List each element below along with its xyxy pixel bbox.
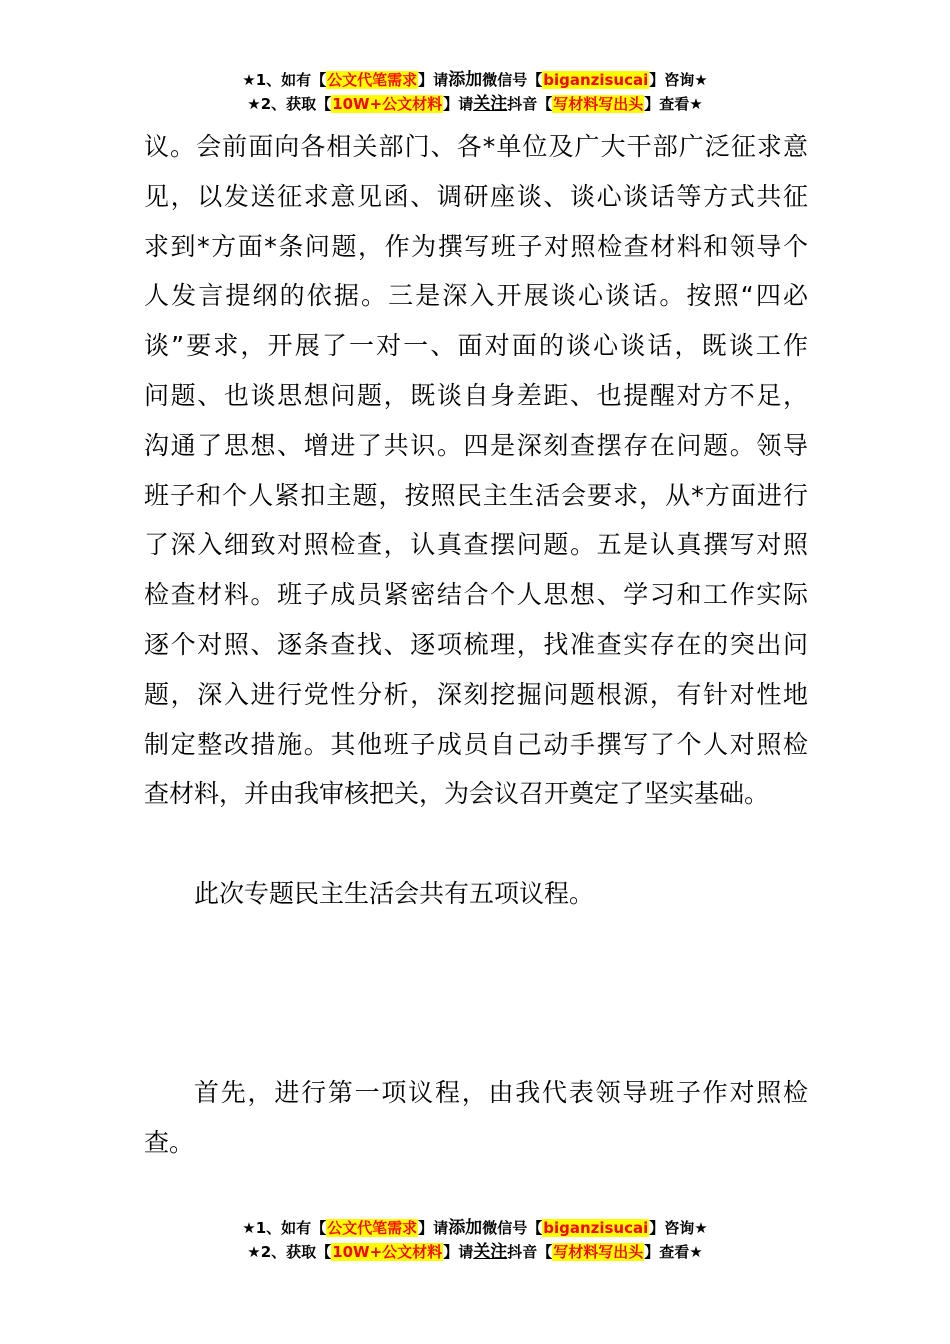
banner-wechat-id: biganzisucai: [543, 71, 649, 89]
text-line: 沟通了思想、增进了共识。四是深刻查摆存在问题。领导: [144, 430, 808, 460]
banner-text: 微信号【: [482, 71, 543, 89]
text-line: 逐个对照、逐条查找、逐项梳理，找准查实存在的突出问: [144, 629, 808, 659]
banner-text: ★2、获取【: [247, 95, 332, 113]
banner-highlight: 写材料写出头: [553, 1243, 644, 1261]
paragraph-spacer: [144, 819, 808, 869]
banner-text: 抖音【: [507, 1243, 553, 1261]
banner-text: 】查看★: [644, 95, 703, 113]
banner-text: 】咨询★: [649, 1219, 708, 1237]
footer-banner: [0, 1216, 950, 1264]
text-line: 班子和个人紧扣主题，按照民主生活会要求，从*方面进行: [144, 480, 808, 510]
banner-text: 】查看★: [644, 1243, 703, 1261]
banner-highlight: 公文代笔需求: [327, 71, 418, 89]
banner-highlight: 10W+公文材料: [332, 95, 443, 113]
banner-text: 】请: [418, 1219, 449, 1237]
banner-line-2: [0, 92, 950, 116]
banner-line-1: [0, 1216, 950, 1240]
paragraph-2: [144, 869, 808, 919]
text-line: 谈”要求，开展了一对一、面对面的谈心谈话，既谈工作: [144, 331, 808, 361]
header-banner: [0, 68, 950, 116]
banner-highlight: 写材料写出头: [553, 95, 644, 113]
banner-text: 微信号【: [482, 1219, 543, 1237]
banner-text: ★2、获取【: [247, 1243, 332, 1261]
banner-text: ★1、如有【: [242, 1219, 327, 1237]
document-body: [144, 122, 808, 1168]
banner-line-2: [0, 1240, 950, 1264]
text-line: 求到*方面*条问题，作为撰写班子对照检查材料和领导个: [144, 231, 808, 261]
banner-line-1: [0, 68, 950, 92]
banner-text: 添加: [448, 70, 483, 90]
banner-text: 关注: [473, 1242, 508, 1262]
text-line: 议。会前面向各相关部门、各*单位及广大干部广泛征求意: [144, 132, 808, 161]
text-line: 人发言提纲的依据。三是深入开展谈心谈话。按照“四必: [144, 281, 808, 311]
banner-text: 抖音【: [507, 95, 553, 113]
paragraph-3: [144, 1068, 808, 1168]
banner-text: ★1、如有【: [242, 71, 327, 89]
text-line: 查。: [144, 1127, 195, 1157]
text-line: 题，深入进行党性分析，深刻挖掘问题根源，有针对性地: [144, 679, 808, 709]
banner-text: 】咨询★: [649, 71, 708, 89]
text-line: 查材料，并由我审核把关，为会议召开奠定了坚实基础。: [144, 779, 770, 809]
text-line: 制定整改措施。其他班子成员自己动手撰写了个人对照检: [144, 729, 808, 759]
banner-text: 】请: [443, 1243, 474, 1261]
text-line: 首先，进行第一项议程，由我代表领导班子作对照检: [194, 1078, 808, 1108]
paragraph-1: [144, 122, 808, 819]
text-line: 问题、也谈思想问题，既谈自身差距、也提醒对方不足，: [144, 380, 808, 410]
banner-text: 】请: [418, 71, 449, 89]
banner-highlight: 公文代笔需求: [327, 1219, 418, 1237]
banner-text: 】请: [443, 95, 474, 113]
text-line: 此次专题民主生活会共有五项议程。: [194, 878, 595, 908]
text-line: 了深入细致对照检查，认真查摆问题。五是认真撰写对照: [144, 530, 808, 560]
paragraph-spacer: [144, 919, 808, 1068]
text-line: 见，以发送征求意见函、调研座谈、谈心谈话等方式共征: [144, 181, 808, 211]
banner-highlight: 10W+公文材料: [332, 1243, 443, 1261]
banner-text: 添加: [448, 1218, 483, 1238]
banner-text: 关注: [473, 94, 508, 114]
banner-wechat-id: biganzisucai: [543, 1219, 649, 1237]
text-line: 检查材料。班子成员紧密结合个人思想、学习和工作实际: [144, 580, 808, 610]
